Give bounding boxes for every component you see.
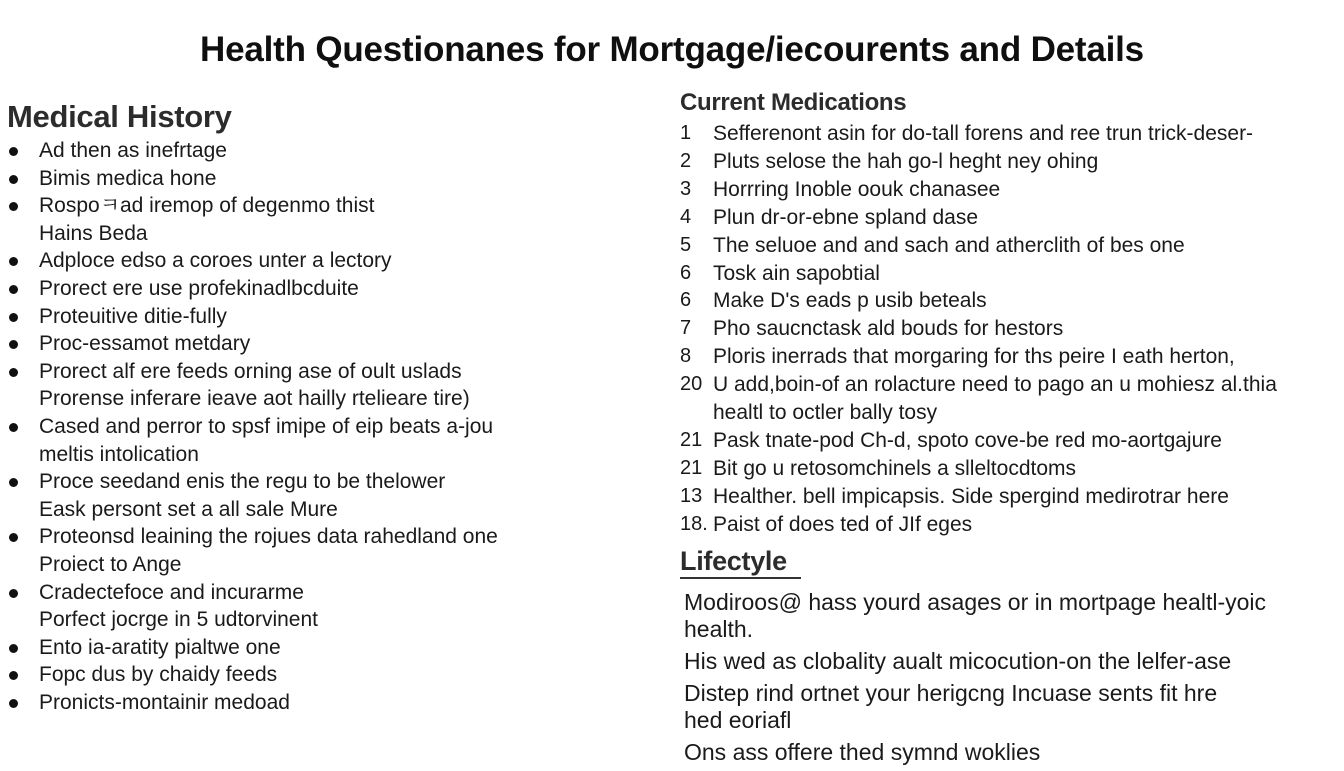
current-medications-heading: Current Medications xyxy=(680,89,907,116)
bullet-icon xyxy=(9,423,18,432)
medication-item-text: The seluoe and and sach and atherclith of bes one xyxy=(713,233,1185,257)
medical-history-item-text: Proiect to Ange xyxy=(39,552,182,576)
medication-item xyxy=(680,120,1330,148)
medical-history-item xyxy=(7,468,607,523)
medication-item xyxy=(680,483,1330,511)
lifestyle-paragraph xyxy=(684,589,1330,643)
lifestyle-paragraph xyxy=(684,680,1330,734)
medical-history-item xyxy=(7,247,607,275)
current-medications-list xyxy=(680,120,1330,539)
medication-item-text: Paist of does ted of JIf eges xyxy=(713,512,973,536)
medical-history-item-text: Prorect ere use profekinadlbcduite xyxy=(39,276,359,300)
medical-history-item xyxy=(7,192,607,247)
bullet-icon xyxy=(9,699,18,708)
bullet-icon xyxy=(9,340,18,349)
lifestyle-paragraphs xyxy=(680,589,1330,766)
bullet-icon xyxy=(9,313,18,322)
lifestyle-paragraph xyxy=(684,739,1330,766)
medical-history-item-text: Prorense inferare ieave aot hailly rtelieare tire) xyxy=(39,387,470,411)
medical-history-item xyxy=(7,303,607,331)
bullet-icon xyxy=(9,202,18,211)
medication-item-number: 6 xyxy=(680,289,692,312)
medical-history-item-text: Hains Beda xyxy=(39,221,148,245)
medical-history-item-text: Fopc dus by chaidy feeds xyxy=(39,663,278,687)
medical-history-item-text: Proteonsd leaining the rojues data rahedland one xyxy=(39,525,498,549)
medication-item xyxy=(680,371,1330,427)
medication-item xyxy=(680,455,1330,483)
medical-history-item xyxy=(7,330,607,358)
medication-item-number: 3 xyxy=(680,177,692,200)
medication-item-number: 21 xyxy=(680,456,703,479)
bullet-icon xyxy=(9,644,18,653)
medical-history-item-text: Pronicts-montainir medoad xyxy=(39,690,290,714)
bullet-icon xyxy=(9,478,18,487)
right-column xyxy=(680,88,1330,771)
medication-item xyxy=(680,427,1330,455)
medication-item-number: 7 xyxy=(680,317,692,340)
lifestyle-paragraph-line: His wed as clobality aualt micocution-on the lelfer-ase xyxy=(684,647,1232,674)
medication-item-number: 20 xyxy=(680,373,703,396)
medical-history-item-text: Ad then as inefrtage xyxy=(39,139,227,162)
medical-history-item-text: Prorect alf ere feeds orning ase of oult uslads xyxy=(39,359,462,383)
medication-item xyxy=(680,343,1330,371)
medication-item-number: 6 xyxy=(680,261,692,284)
medical-history-item-text: Proteuitive ditie-fully xyxy=(39,304,227,328)
current-medications-section xyxy=(680,88,1330,539)
medical-history-item xyxy=(7,634,607,662)
medication-item xyxy=(680,232,1330,260)
medication-item-text: Bit go u retosomchinels a slleltocdtoms xyxy=(713,456,1076,480)
medical-history-item-text: Porfect jocrge in 5 udtorvinent xyxy=(39,608,318,632)
medication-item-text: healtl to octler bally tosy xyxy=(713,401,938,425)
medication-item-text: Ploris inerrads that morgaring for ths peire I eath herton, xyxy=(713,345,1235,369)
page-title: Health Questionanes for Mortgage/iecourents and Details xyxy=(200,30,1144,69)
bullet-icon xyxy=(9,285,18,294)
medication-item-text: U add,boin-of an rolacture need to pago an u mohiesz al.thia xyxy=(713,373,1277,397)
medication-item-number: 13 xyxy=(680,484,703,507)
medical-history-item-text: Cradectefoce and incurarme xyxy=(39,580,304,604)
medication-item-text: Pluts selose the hah go-l heght ney ohing xyxy=(713,149,1099,173)
bullet-icon xyxy=(9,368,18,377)
lifestyle-paragraph-line: health. xyxy=(684,615,754,642)
medical-history-item-text: meltis intolication xyxy=(39,442,199,466)
bullet-icon xyxy=(9,589,18,598)
medication-item-text: Make D's eads p usib beteals xyxy=(713,289,987,313)
medication-item xyxy=(680,204,1330,232)
medication-item xyxy=(680,148,1330,176)
medication-item-number: 5 xyxy=(680,233,692,256)
medical-history-item-text: Rospoㅋad iremop of degenmo thist xyxy=(39,194,375,218)
medication-item-number: 8 xyxy=(680,345,692,368)
medical-history-item xyxy=(7,413,607,468)
medication-item xyxy=(680,260,1330,288)
medical-history-item-text: Proc-essamot metdary xyxy=(39,332,251,356)
medical-history-item-text: Eask persont set a all sale Mure xyxy=(39,497,338,521)
medication-item-number: 2 xyxy=(680,149,692,172)
medication-item xyxy=(680,315,1330,343)
medical-history-item xyxy=(7,137,607,165)
bullet-icon xyxy=(9,533,18,542)
medication-item xyxy=(680,511,1330,539)
medical-history-item xyxy=(7,165,607,193)
medical-history-item xyxy=(7,523,607,578)
lifestyle-paragraph-line: Distep rind ortnet your herigcng Incuase sents fit hre xyxy=(684,679,1218,706)
lifestyle-paragraph xyxy=(684,648,1330,675)
medical-history-item-text: Cased and perror to spsf imipe of eip beats a-jou xyxy=(39,414,494,438)
medical-history-section xyxy=(7,98,607,716)
medication-item-text: Pho saucnctask ald bouds for hestors xyxy=(713,317,1064,341)
medication-item-number: 21 xyxy=(680,428,703,451)
medical-history-item xyxy=(7,358,607,413)
medical-history-item xyxy=(7,689,607,717)
bullet-icon xyxy=(9,257,18,266)
medication-item-text: Horrring Inoble oouk chanasee xyxy=(713,177,1001,201)
lifestyle-paragraph-line: hed eoriafl xyxy=(684,706,792,733)
bullet-icon xyxy=(9,175,18,184)
medical-history-item xyxy=(7,275,607,303)
medication-item-text: Healther. bell impicapsis. Side spergind medirotrar here xyxy=(713,484,1229,508)
medical-history-item-text: Bimis medica hone xyxy=(39,166,217,190)
medication-item-number: 18. xyxy=(680,512,708,535)
lifestyle-paragraph-line: Modiroos@ hass yourd asages or in mortpage healtl-yoic xyxy=(684,588,1267,615)
medication-item-text: Tosk ain sapobtial xyxy=(713,261,880,285)
medication-item-text: Pask tnate-pod Ch-d, spoto cove-be red mo-aortgajure xyxy=(713,428,1222,452)
bullet-icon xyxy=(9,147,18,156)
medication-item-number: 4 xyxy=(680,205,692,228)
medication-item-number: 1 xyxy=(680,122,692,144)
medical-history-item-text: Adploce edso a coroes unter a lectory xyxy=(39,249,392,273)
medication-item-text: Sefferenont asin for do-tall forens and ree trun trick-deser- xyxy=(713,122,1254,145)
medication-item-text: Plun dr-or-ebne spland dase xyxy=(713,205,979,229)
lifestyle-section xyxy=(680,539,1330,766)
bullet-icon xyxy=(9,671,18,680)
medical-history-item xyxy=(7,661,607,689)
medical-history-heading: Medical History xyxy=(7,99,232,134)
lifestyle-paragraph-line: Ons ass offere thed symnd woklies xyxy=(684,738,1041,765)
medication-item xyxy=(680,287,1330,315)
medical-history-item xyxy=(7,579,607,634)
lifestyle-heading: Lifectyle xyxy=(680,545,801,579)
medical-history-item-text: Ento ia-aratity pialtwe one xyxy=(39,635,281,659)
medication-item xyxy=(680,176,1330,204)
medical-history-item-text: Proce seedand enis the regu to be thelower xyxy=(39,470,446,494)
medical-history-list xyxy=(7,137,607,716)
